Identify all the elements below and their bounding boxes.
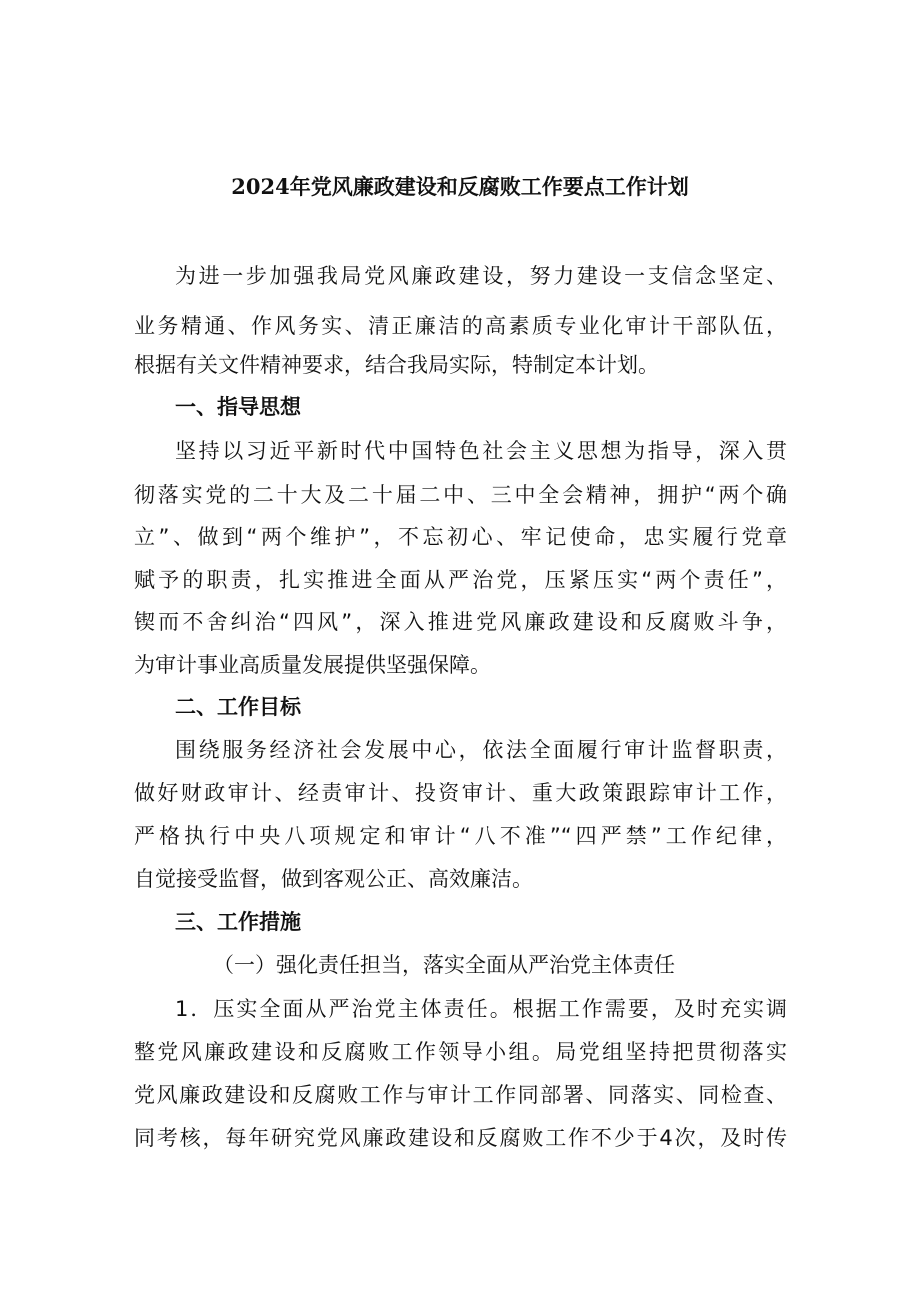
section-heading: 二、工作目标 — [175, 695, 301, 719]
paragraph-line: 围绕服务经济社会发展中心，依法全面履行审计监督职责， — [175, 738, 787, 762]
paragraph-line: 1．压实全面从严治党主体责任。根据工作需要，及时充实调 — [175, 997, 787, 1021]
subsection-heading: （一）强化责任担当，落实全面从严治党主体责任 — [213, 953, 675, 977]
paragraph-line: 整党风廉政建设和反腐败工作领导小组。局党组坚持把贯彻落实 — [134, 1040, 787, 1064]
paragraph-line: 为审计事业高质量发展提供坚强保障。 — [134, 653, 491, 677]
paragraph-line: 同考核，每年研究党风廉政建设和反腐败工作不少于4次，及时传 — [134, 1126, 787, 1150]
paragraph-line: 赋予的职责，扎实推进全面从严治党，压紧压实“两个责任”， — [134, 568, 787, 592]
paragraph-line: 业务精通、作风务实、清正廉洁的高素质专业化审计干部队伍， — [134, 314, 787, 338]
section-heading: 一、指导思想 — [175, 395, 301, 419]
paragraph-line: 彻落实党的二十大及二十届二中、三中全会精神，拥护“两个确 — [134, 483, 787, 507]
paragraph-line: 做好财政审计、经责审计、投资审计、重大政策跟踪审计工作， — [134, 781, 787, 805]
section-heading: 三、工作措施 — [175, 910, 301, 934]
paragraph-line: 党风廉政建设和反腐败工作与审计工作同部署、同落实、同检查、 — [134, 1083, 787, 1107]
paragraph-line: 坚持以习近平新时代中国特色社会主义思想为指导，深入贯 — [175, 439, 787, 463]
paragraph-line: 为进一步加强我局党风廉政建设，努力建设一支信念坚定、 — [175, 264, 787, 288]
document-title: 2024年党风廉政建设和反腐败工作要点工作计划 — [231, 174, 689, 199]
paragraph-line: 根据有关文件精神要求，结合我局实际，特制定本计划。 — [134, 353, 659, 377]
paragraph-line: 锲而不舍纠治“四风”，深入推进党风廉政建设和反腐败斗争， — [134, 610, 787, 634]
paragraph-line: 自觉接受监督，做到客观公正、高效廉洁。 — [134, 867, 533, 891]
paragraph-line: 立”、做到“两个维护”，不忘初心、牢记使命，忠实履行党章 — [134, 525, 787, 549]
paragraph-line: 严格执行中央八项规定和审计“八不准”“四严禁”工作纪律， — [134, 824, 787, 848]
